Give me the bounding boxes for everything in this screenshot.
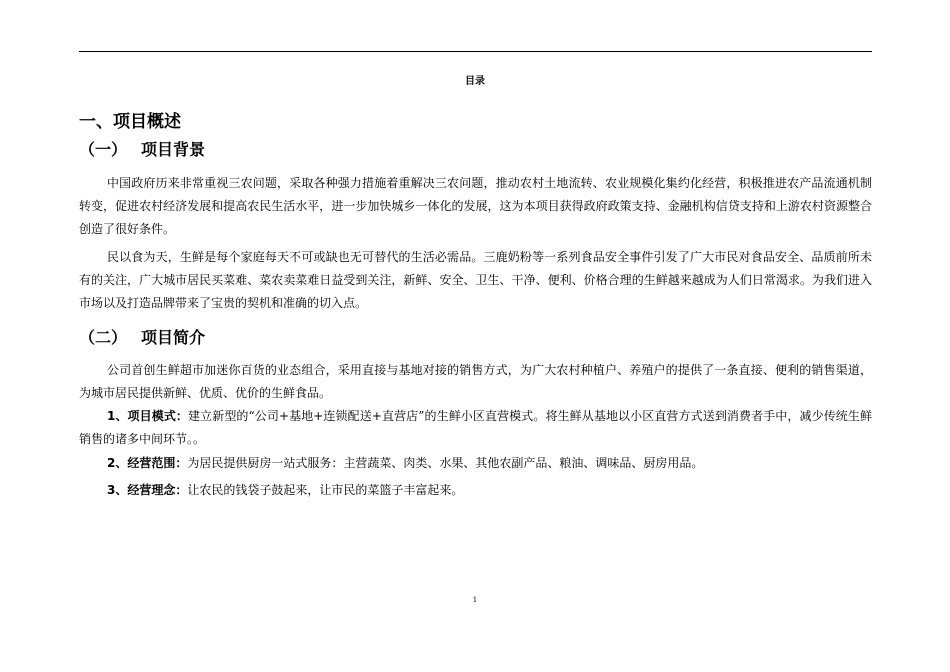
heading-project-intro xyxy=(79,325,205,348)
item-project-model xyxy=(79,405,872,451)
background-paragraph-1: 中国政府历来非常重视三农问题，采取各种强力措施着重解决三农问题，推动农村土地流转、农业规模化集约化经营，积极推进农产品流通机制转变，促进农村经济发展和提高农民生活水平，进一步加快城乡一体化的发展，这为本项目获得政府政策支持、金融机构信贷支持和上游农村资源整合创造了很好条件。 xyxy=(79,176,872,236)
page-number: 1 xyxy=(472,596,478,604)
item-label: 1、项目模式： xyxy=(107,409,189,423)
item-text: 让农民的钱袋子鼓起来，让市民的菜篮子丰富起来。 xyxy=(187,483,464,497)
section-title: 项目背景 xyxy=(141,140,206,159)
section-number: （一） xyxy=(79,140,128,159)
item-label: 2、经营范围： xyxy=(107,456,188,470)
section-title: 项目简介 xyxy=(141,328,206,347)
item-business-philosophy xyxy=(79,479,872,502)
heading-project-background xyxy=(79,137,205,160)
item-text: 建立新型的“公司+基地+连锁配送+直营店”的生鲜小区直营模式。将生鲜从基地以小区直营方式送到消费者手中，减少传统生鲜销售的诸多中间环节。。 xyxy=(79,409,872,446)
intro-paragraph: 公司首创生鲜超市加迷你百货的业态组合，采用直接与基地对接的销售方式，为广大农村种植户、养殖户的提供了一条直接、便利的销售渠道，为城市居民提供新鲜、优质、优价的生鲜食品。 xyxy=(79,363,872,400)
background-paragraph-2: 民以食为天，生鲜是每个家庭每天不可或缺也无可替代的生活必需品。三鹿奶粉等一系列食品安全事件引发了广大市民对食品安全、品质前所未有的关注，广大城市居民买菜难、菜农卖菜难日益受到关注，新鲜、安全、卫生、干净、便利、价格合理的生鲜越来越成为人们日常渴求。为我们进入市场以及打造品牌带来了宝贵的契机和准确的切入点。 xyxy=(79,250,872,310)
toc-title: 目录 xyxy=(465,76,485,87)
section-number: （二） xyxy=(79,328,128,347)
heading-project-overview: 一、项目概述 xyxy=(79,112,181,132)
item-business-scope xyxy=(79,452,872,475)
item-label: 3、经营理念： xyxy=(107,483,188,497)
header-rule xyxy=(79,51,872,52)
item-text: 为居民提供厨房一站式服务：主营蔬菜、肉类、水果、其他农副产品、粮油、调味品、厨房用品。 xyxy=(187,456,704,470)
